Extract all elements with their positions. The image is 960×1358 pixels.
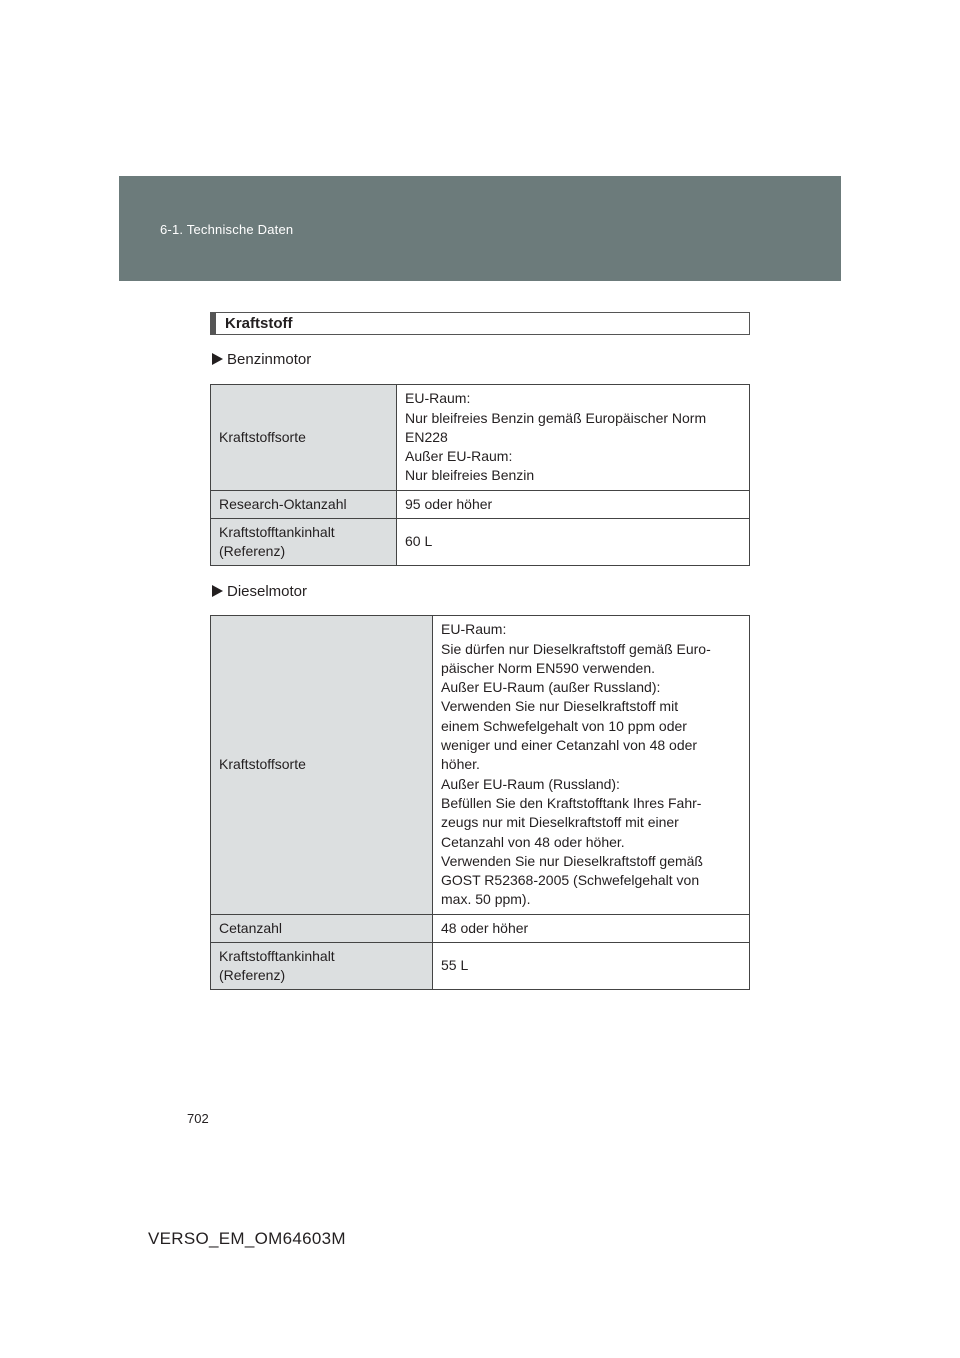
spec-value bbox=[397, 519, 750, 566]
spec-label bbox=[211, 616, 433, 915]
cell-text-line: Nur bleifreies Benzin bbox=[405, 467, 535, 484]
spec-value bbox=[397, 491, 750, 519]
benzin-heading bbox=[212, 351, 311, 368]
diesel-spec-table bbox=[210, 615, 750, 990]
diesel-heading-text: Dieselmotor bbox=[227, 583, 308, 600]
spec-label bbox=[211, 943, 433, 990]
section-title-bar bbox=[211, 313, 216, 334]
page-number: 702 bbox=[187, 1111, 209, 1126]
triangle-bullet-icon bbox=[212, 353, 223, 365]
cell-text-line: Cetanzahl bbox=[219, 919, 283, 936]
cell-text-line: päischer Norm EN590 verwenden. bbox=[441, 659, 655, 676]
cell-text-line: 48 oder höher bbox=[441, 919, 529, 936]
cell-text-line: Kraftstoffsorte bbox=[219, 756, 306, 773]
cell-text-line: Cetanzahl von 48 oder höher. bbox=[441, 833, 625, 850]
spec-label bbox=[211, 915, 433, 943]
cell-text-line: zeugs nur mit Dieselkraftstoff mit einer bbox=[441, 814, 679, 831]
section-title-box bbox=[210, 312, 750, 335]
cell-text-line: EU-Raum: bbox=[441, 621, 507, 638]
spec-label bbox=[211, 385, 397, 491]
document-code: VERSO_EM_OM64603M bbox=[148, 1229, 346, 1248]
spec-value bbox=[433, 943, 750, 990]
diesel-heading bbox=[212, 583, 307, 600]
cell-text-line: GOST R52368-2005 (Schwefelgehalt von bbox=[441, 872, 700, 889]
cell-text-line: Außer EU-Raum (Russland): bbox=[441, 775, 620, 792]
table-row bbox=[211, 385, 750, 491]
header-band bbox=[119, 176, 841, 281]
spec-value bbox=[433, 915, 750, 943]
cell-text-line: Befüllen Sie den Kraftstofftank Ihres Fahr- bbox=[441, 794, 702, 811]
benzin-spec-table bbox=[210, 384, 750, 566]
cell-text-line: Kraftstoffsorte bbox=[219, 428, 306, 445]
cell-text-line: 95 oder höher bbox=[405, 495, 493, 512]
breadcrumb: 6-1. Technische Daten bbox=[160, 222, 294, 237]
table-row bbox=[211, 915, 750, 943]
cell-text-line: höher. bbox=[441, 756, 480, 773]
cell-text-line: Außer EU-Raum (außer Russland): bbox=[441, 679, 661, 696]
cell-text-line: Research-Oktanzahl bbox=[219, 495, 347, 512]
cell-text-line: Kraftstofftankinhalt bbox=[219, 947, 335, 964]
spec-label bbox=[211, 491, 397, 519]
cell-text-line: Kraftstofftankinhalt bbox=[219, 523, 335, 540]
triangle-bullet-icon bbox=[212, 585, 223, 597]
table-row bbox=[211, 943, 750, 990]
cell-text-line: einem Schwefelgehalt von 10 ppm oder bbox=[441, 717, 687, 734]
cell-text-line: Sie dürfen nur Dieselkraftstoff gemäß Euro- bbox=[441, 640, 711, 657]
cell-text-line: EU-Raum: bbox=[405, 390, 471, 407]
cell-text-line: max. 50 ppm). bbox=[441, 891, 531, 908]
table-row bbox=[211, 519, 750, 566]
cell-text-line: Verwenden Sie nur Dieselkraftstoff gemäß bbox=[441, 852, 703, 869]
spec-value bbox=[397, 385, 750, 491]
benzin-heading-text: Benzinmotor bbox=[227, 351, 312, 368]
cell-text-line: (Referenz) bbox=[219, 543, 286, 559]
cell-text-line: Außer EU-Raum: bbox=[405, 448, 513, 465]
cell-text-line: Verwenden Sie nur Dieselkraftstoff mit bbox=[441, 698, 679, 715]
spec-label bbox=[211, 519, 397, 566]
table-row bbox=[211, 491, 750, 519]
spec-value bbox=[433, 616, 750, 915]
cell-text-line: 60 L bbox=[405, 533, 433, 550]
cell-text-line: Nur bleifreies Benzin gemäß Europäischer Norm bbox=[405, 409, 707, 426]
section-title: Kraftstoff bbox=[225, 315, 293, 332]
table-row bbox=[211, 616, 750, 915]
cell-text-line: EN228 bbox=[405, 428, 448, 445]
cell-text-line: 55 L bbox=[441, 957, 469, 974]
cell-text-line: (Referenz) bbox=[219, 967, 286, 983]
cell-text-line: weniger und einer Cetanzahl von 48 oder bbox=[441, 737, 698, 754]
